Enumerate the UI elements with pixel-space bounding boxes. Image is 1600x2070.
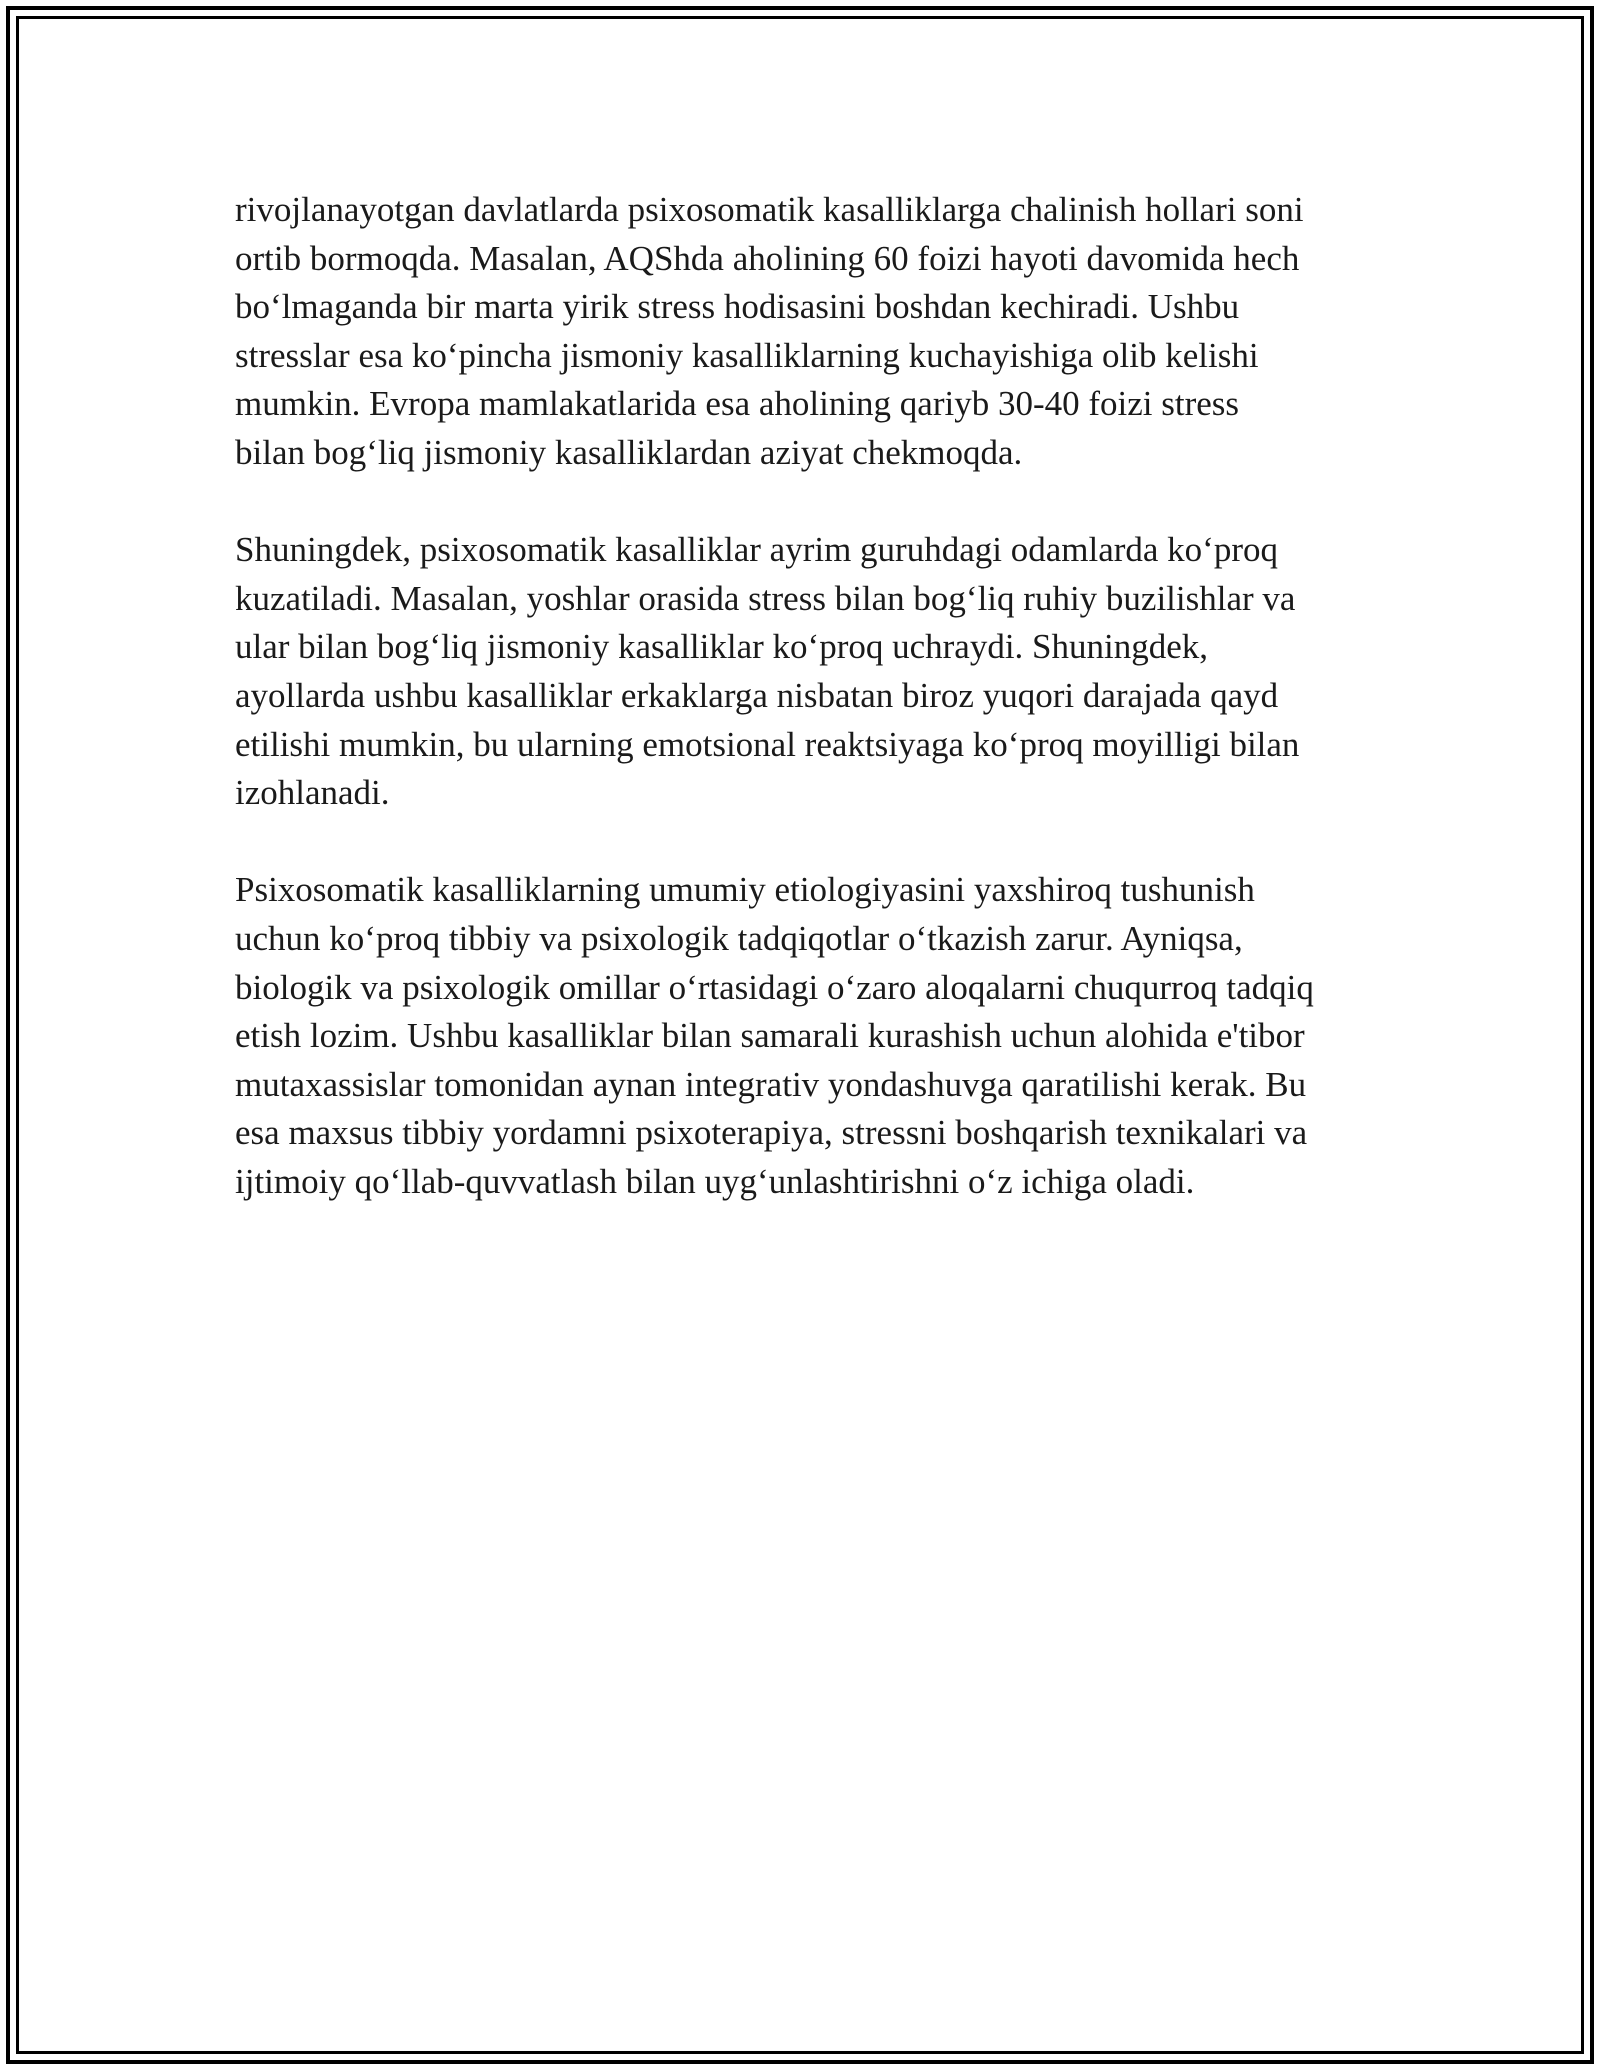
text-line: ayollarda ushbu kasalliklar erkaklarga nisbatan biroz yuqori darajada qayd bbox=[235, 675, 1279, 715]
paragraph-2 bbox=[235, 526, 1385, 818]
text-line: Psixosomatik kasalliklarning umumiy etiologiyasini yaxshiroq tushunish bbox=[235, 870, 1255, 910]
text-line: ijtimoiy qo‘llab-quvvatlash bilan uyg‘unlashtirishni o‘z ichiga oladi. bbox=[235, 1161, 1195, 1201]
text-line: kuzatiladi. Masalan, yoshlar orasida stress bilan bog‘liq ruhiy buzilishlar va bbox=[235, 578, 1296, 618]
text-line: etish lozim. Ushbu kasalliklar bilan samarali kurashish uchun alohida e'tibor bbox=[235, 1016, 1305, 1056]
text-line: mutaxassislar tomonidan aynan integrativ yondashuvga qaratilishi kerak. Bu bbox=[235, 1064, 1307, 1104]
text-line: etilishi mumkin, bu ularning emotsional reaktsiyaga ko‘proq moyilligi bilan bbox=[235, 724, 1300, 764]
text-line: uchun ko‘proq tibbiy va psixologik tadqiqotlar o‘tkazish zarur. Ayniqsa, bbox=[235, 918, 1243, 958]
text-line: rivojlanayotgan davlatlarda psixosomatik kasalliklarga chalinish hollari soni bbox=[235, 190, 1304, 229]
text-line: izohlanadi. bbox=[235, 773, 390, 813]
text-line: biologik va psixologik omillar o‘rtasidagi o‘zaro aloqalarni chuqurroq tadqiq bbox=[235, 967, 1314, 1007]
document-body bbox=[235, 186, 1385, 1255]
paragraph-3 bbox=[235, 866, 1385, 1206]
text-line: Shuningdek, psixosomatik kasalliklar ayrim guruhdagi odamlarda ko‘proq bbox=[235, 530, 1278, 570]
text-line: bilan bog‘liq jismoniy kasalliklardan aziyat chekmoqda. bbox=[235, 432, 1023, 472]
text-line: ular bilan bog‘liq jismoniy kasalliklar ko‘proq uchraydi. Shuningdek, bbox=[235, 627, 1209, 667]
text-line: mumkin. Evropa mamlakatlarida esa aholining qariyb 30-40 foizi stress bbox=[235, 384, 1240, 424]
text-line: stresslar esa ko‘pincha jismoniy kasalliklarning kuchayishiga olib kelishi bbox=[235, 335, 1259, 375]
text-line: bo‘lmaganda bir marta yirik stress hodisasini boshdan kechiradi. Ushbu bbox=[235, 287, 1240, 327]
paragraph-1 bbox=[235, 186, 1385, 478]
text-line: esa maxsus tibbiy yordamni psixoterapiya, stressni boshqarish texnikalari va bbox=[235, 1113, 1308, 1153]
text-line: ortib bormoqda. Masalan, AQShda aholining 60 foizi hayoti davomida hech bbox=[235, 238, 1300, 278]
